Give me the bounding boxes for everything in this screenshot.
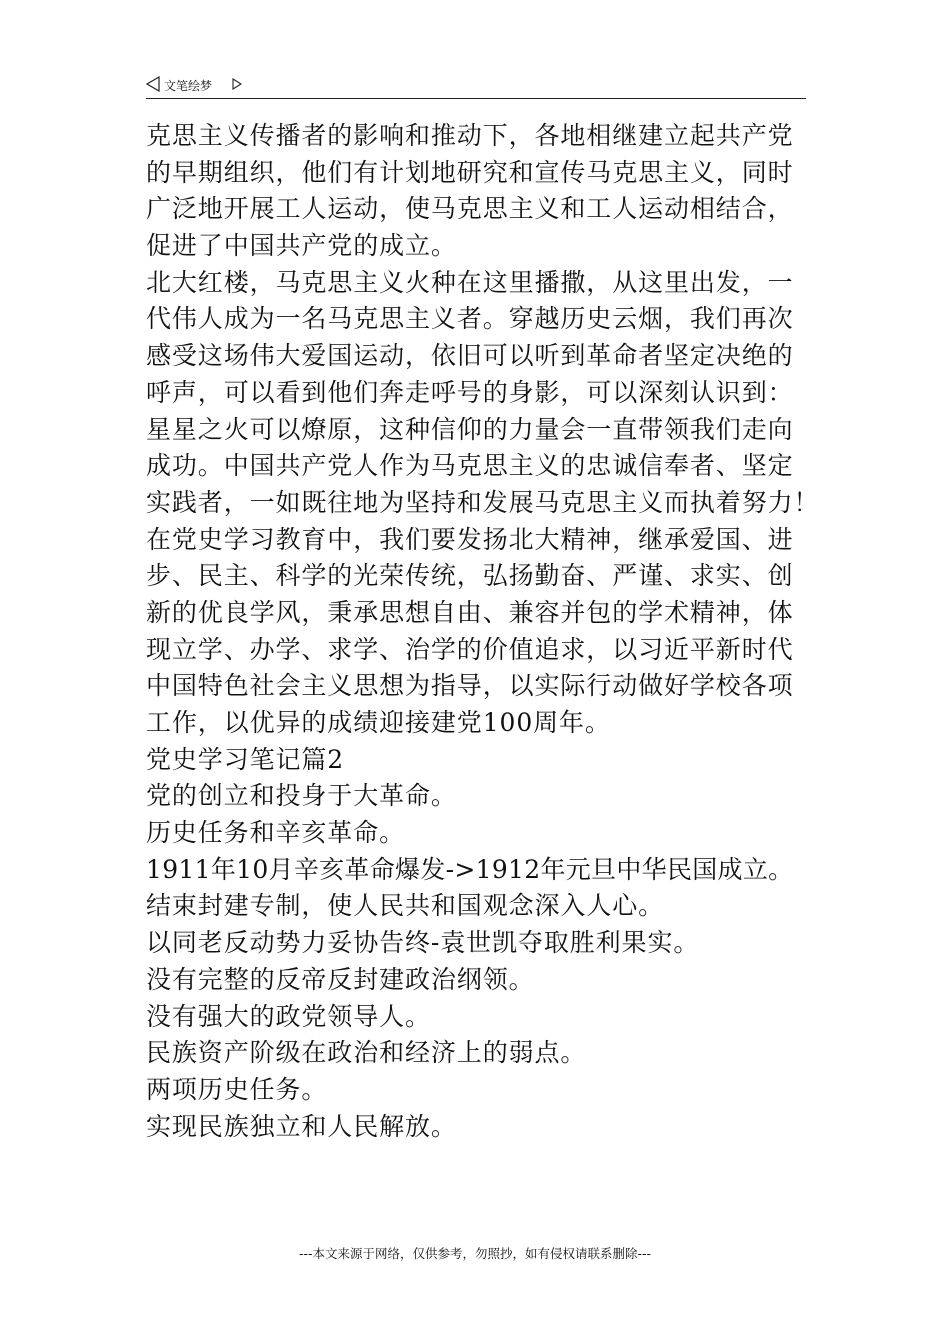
text-line: 在党史学习教育中，我们要发扬北大精神，继承爱国、进 (146, 524, 794, 554)
text-line: 感受这场伟大爱国运动，依旧可以听到革命者坚定决绝的 (146, 341, 794, 371)
text-line: 的早期组织，他们有计划地研究和宣传马克思主义，同时 (146, 157, 794, 187)
page-header (146, 74, 806, 99)
text-line: 克思主义传播者的影响和推动下，各地相继建立起共产党 (146, 121, 794, 150)
text-line: 北大红楼，马克思主义火种在这里播撒，从这里出发，一 (146, 267, 794, 297)
document-body (146, 118, 820, 1145)
text-line: 代伟人成为一名马克思主义者。穿越历史云烟，我们再次 (146, 304, 794, 334)
page-footer-disclaimer: ---本文来源于网络，仅供参考，勿照抄，如有侵权请联系删除--- (298, 1246, 652, 1261)
triangle-left-icon (146, 76, 160, 92)
text-line: 历史任务和辛亥革命。 (146, 818, 406, 848)
text-line: 没有强大的政党领导人。 (146, 1001, 431, 1031)
text-line: 1911年10月辛亥革命爆发->1912年元旦中华民国成立。 (146, 854, 794, 884)
text-line: 实现民族独立和人民解放。 (146, 1111, 457, 1141)
text-line: 星星之火可以燎原，这种信仰的力量会一直带领我们走向 (146, 414, 794, 444)
text-line: 促进了中国共产党的成立。 (146, 231, 457, 261)
text-line: 现立学、办学、求学、治学的价值追求，以习近平新时代 (146, 634, 794, 664)
text-line: 实践者，一如既往地为坚持和发展马克思主义而执着努力！ (146, 487, 820, 517)
text-line: 工作，以优异的成绩迎接建党100周年。 (146, 708, 611, 737)
text-line: 党的创立和投身于大革命。 (146, 781, 457, 811)
text-line: 新的优良学风，秉承思想自由、兼容并包的学术精神，体 (146, 597, 794, 627)
triangle-right-icon (232, 78, 242, 90)
text-line: 成功。中国共产党人作为马克思主义的忠诚信奉者、坚定 (146, 451, 794, 481)
section-heading: 党史学习笔记篇2 (146, 744, 345, 774)
text-line: 中国特色社会主义思想为指导，以实际行动做好学校各项 (146, 671, 794, 701)
header-title: 文笔绘梦 (164, 79, 213, 93)
text-line: 以同老反动势力妥协告终-袁世凯夺取胜利果实。 (146, 928, 700, 958)
text-line: 呼声，可以看到他们奔走呼号的身影，可以深刻认识到： (146, 377, 794, 407)
text-line: 广泛地开展工人运动，使马克思主义和工人运动相结合， (146, 194, 794, 224)
text-line: 两项历史任务。 (146, 1074, 328, 1104)
text-line: 没有完整的反帝反封建政治纲领。 (146, 964, 535, 994)
text-line: 步、民主、科学的光荣传统，弘扬勤奋、严谨、求实、创 (146, 561, 794, 591)
text-line: 民族资产阶级在政治和经济上的弱点。 (146, 1038, 587, 1068)
text-line: 结束封建专制，使人民共和国观念深入人心。 (146, 891, 665, 921)
